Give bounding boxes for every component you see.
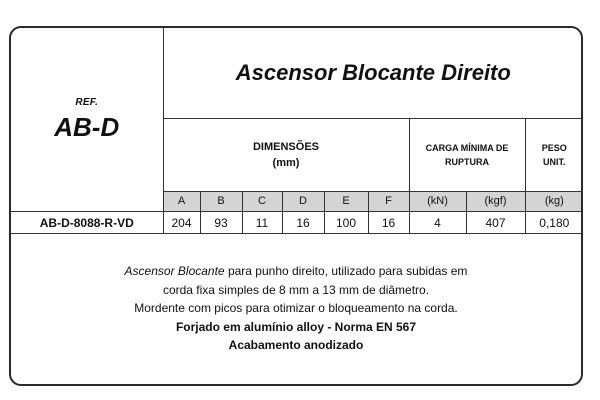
spec-table [11,28,583,234]
ref-label: REF. [75,96,99,108]
subheader-a: A [163,191,200,211]
row-value-e: 100 [324,212,368,234]
description-line-4: Forjado em alumínio alloy - Norma EN 567 [175,319,417,334]
description-line-2: corda fixa simples de 8 mm a 13 mm de diâmetro. [162,282,430,297]
row-value-kn: 4 [409,212,466,234]
ref-cell [11,28,163,212]
row-value-f: 16 [368,212,409,234]
dimensions-header: DIMENSÕES (mm) [163,119,409,192]
row-value-d: 16 [282,212,324,234]
description-line-3: Mordente com picos para otimizar o bloqueamento na corda. [134,301,458,315]
product-description [11,262,581,355]
weight-header: PESO UNIT. [525,119,583,192]
row-value-c: 11 [242,212,282,234]
subheader-kn: (kN) [409,191,466,211]
product-spec-card [9,26,583,386]
row-value-kgf: 407 [466,212,525,234]
subheader-b: B [200,191,242,211]
subheader-kg: (kg) [525,191,583,211]
subheader-f: F [368,191,409,211]
load-header: CARGA MÍNIMA DE RUPTURA [409,119,525,192]
row-value-b: 93 [200,212,242,234]
ref-code: AB-D [54,111,120,142]
row-code: AB-D-8088-R-VD [11,212,163,234]
subheader-c: C [242,191,282,211]
product-title: Ascensor Blocante Direito [163,28,583,119]
description-line-1: Ascensor Blocante para punho direito, utilizado para subidas em [124,264,468,278]
subheader-e: E [324,191,368,211]
row-value-kg: 0,180 [525,212,583,234]
description-line-5: Acabamento anodizado [228,338,364,352]
subheader-kgf: (kgf) [466,191,525,211]
subheader-d: D [282,191,324,211]
row-value-a: 204 [163,212,200,234]
table-row [11,212,583,234]
